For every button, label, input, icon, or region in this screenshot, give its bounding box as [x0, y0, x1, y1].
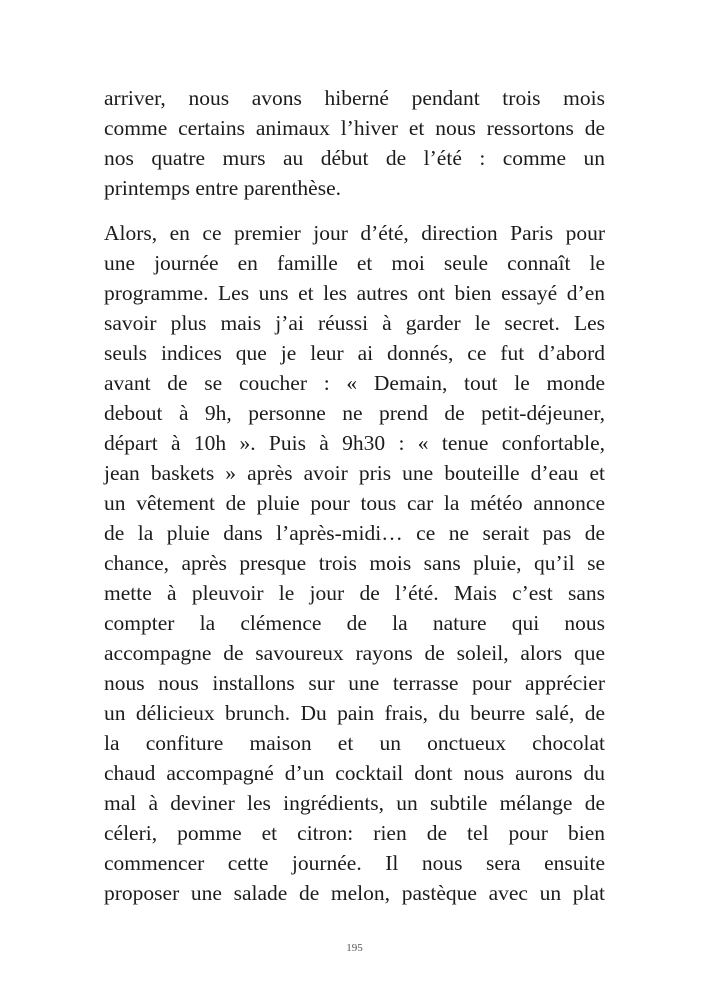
text-line: programme. Les uns et les autres ont bien essayé d’en: [104, 281, 605, 305]
text-line: comme certains animaux l’hiver et nous ressortons de: [104, 116, 605, 140]
text-line: accompagne de savoureux rayons de soleil, alors que: [104, 641, 605, 665]
text-line: Alors, en ce premier jour d’été, direction Paris pour: [104, 221, 605, 245]
text-line: départ à 10h ». Puis à 9h30 : « tenue confortable,: [104, 431, 605, 455]
text-line: proposer une salade de melon, pastèque avec un plat: [104, 881, 605, 905]
text-line: savoir plus mais j’ai réussi à garder le secret. Les: [104, 311, 605, 335]
text-line: une journée en famille et moi seule connaît le: [104, 251, 605, 275]
text-line: commencer cette journée. Il nous sera ensuite: [104, 851, 605, 875]
text-line: un délicieux brunch. Du pain frais, du beurre salé, de: [104, 701, 605, 725]
text-line: avant de se coucher : « Demain, tout le monde: [104, 371, 605, 395]
text-line: nous nous installons sur une terrasse pour apprécier: [104, 671, 605, 695]
text-line: la confiture maison et un onctueux chocolat: [104, 731, 605, 755]
paragraph-2: [104, 218, 605, 908]
text-line: debout à 9h, personne ne prend de petit-déjeuner,: [104, 401, 605, 425]
text-line: seuls indices que je leur ai donnés, ce fut d’abord: [104, 341, 605, 365]
text-line: printemps entre parenthèse.: [104, 176, 342, 200]
text-line: céleri, pomme et citron: rien de tel pour bien: [104, 821, 605, 845]
text-line: mette à pleuvoir le jour de l’été. Mais c’est sans: [104, 581, 605, 605]
text-line: jean baskets » après avoir pris une bouteille d’eau et: [104, 461, 605, 485]
text-line: un vêtement de pluie pour tous car la météo annonce: [104, 491, 605, 515]
text-line: compter la clémence de la nature qui nous: [104, 611, 605, 635]
text-line: chaud accompagné d’un cocktail dont nous aurons du: [104, 761, 605, 785]
text-line: nos quatre murs au début de l’été : comme un: [104, 146, 605, 170]
text-line: arriver, nous avons hiberné pendant trois mois: [104, 86, 605, 110]
text-line: chance, après presque trois mois sans pluie, qu’il se: [104, 551, 605, 575]
page-number: 195: [346, 942, 363, 954]
text-line: de la pluie dans l’après-midi… ce ne serait pas de: [104, 521, 605, 545]
text-line: mal à deviner les ingrédients, un subtile mélange de: [104, 791, 605, 815]
paragraph-1: [104, 83, 605, 203]
